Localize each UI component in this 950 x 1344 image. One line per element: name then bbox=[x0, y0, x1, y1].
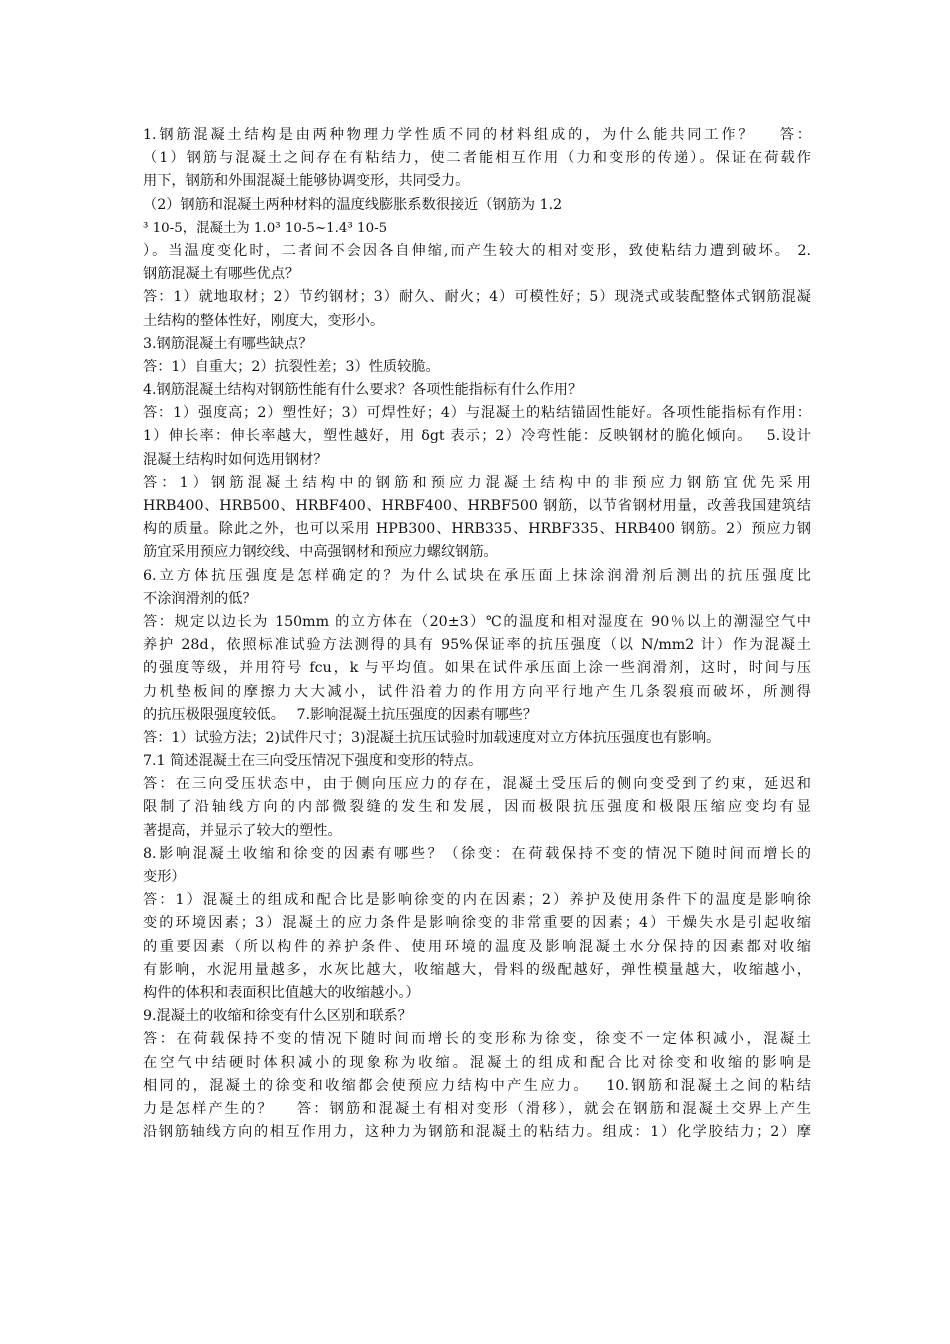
text-line: 土结构的整体性好，刚度大，变形小。 bbox=[143, 312, 385, 329]
text-line: 变形） bbox=[143, 869, 186, 885]
text-line: 相同的，混凝土的徐变和收缩都会使预应力结构中产生应力。 10.钢筋和混凝土之间的粘结 bbox=[143, 1077, 811, 1094]
text-line: 的强度等级，并用符号 fcu，k 与平均值。如果在试件承压面上涂一些润滑剂，这时，时间与压 bbox=[143, 660, 811, 677]
text-line: 用下，钢筋和外围混凝土能够协调变形，共同受力。 bbox=[143, 173, 470, 190]
text-line: 变的环境因素；3）混凝土的应力条件是影响徐变的非常重要的因素；4）干燥失水是引起收缩 bbox=[143, 915, 811, 932]
text-line: 的重要因素（所以构件的养护条件、使用环境的温度及影响混凝土水分保持的因素都对收缩 bbox=[143, 938, 811, 955]
document-body bbox=[143, 124, 811, 1144]
text-line: 著提高，并显示了较大的塑性。 bbox=[143, 822, 342, 839]
text-line: 在空气中结硬时体积减小的现象称为收缩。混凝土的组成和配合比对徐变和收缩的影响是 bbox=[143, 1054, 811, 1071]
text-line: 沿钢筋轴线方向的相互作用力，这种力为钢筋和混凝土的粘结力。组成：1）化学胶结力；2）摩 bbox=[143, 1124, 811, 1141]
text-line: 力机垫板间的摩擦力大大减小，试件沿着力的作用方向平行地产生几条裂痕而破坏，所测得 bbox=[143, 683, 811, 700]
text-line: 答：在三向受压状态中，由于侧向压应力的存在，混凝土受压后的侧向变受到了约束，延迟和 bbox=[143, 776, 811, 793]
text-line: HRB400、HRB500、HRBF400、HRBF400、HRBF500 钢筋，以节省钢材用量，改善我国建筑结 bbox=[143, 498, 811, 514]
text-line: 的抗压极限强度较低。 7.影响混凝土抗压强度的因素有哪些？ bbox=[143, 706, 538, 723]
text-line: 限制了沿轴线方向的内部微裂缝的发生和发展，因而极限抗压强度和极限压缩应变均有显 bbox=[143, 799, 811, 816]
text-line: 答：1）强度高；2）塑性好；3）可焊性好；4）与混凝土的粘结锚固性能好。各项性能指标有作用： bbox=[143, 405, 811, 422]
text-line: ³ 10-5，混凝土为 1.0³ 10-5~1.4³ 10-5 bbox=[143, 220, 388, 236]
text-line: 3.钢筋混凝土有哪些缺点？ bbox=[143, 335, 313, 352]
text-line: 答：在荷载保持不变的情况下随时间而增长的变形称为徐变，徐变不一定体积减小，混凝土 bbox=[143, 1031, 811, 1048]
text-line: 不涂润滑剂的低？ bbox=[143, 590, 257, 607]
text-line: 1.钢筋混凝土结构是由两种物理力学性质不同的材料组成的，为什么能共同工作？ 答： bbox=[143, 127, 811, 143]
text-line: 有影响，水泥用量越多，水灰比越大，收缩越大，骨料的级配越好，弹性模量越大，收缩越小， bbox=[143, 961, 811, 978]
text-line: 混凝土结构时如何选用钢材？ bbox=[143, 451, 328, 468]
text-line: ）。当温度变化时，二者间不会因各自伸缩,而产生较大的相对变形，致使粘结力遭到破坏。 2. bbox=[143, 242, 811, 259]
text-line: 答：1）自重大；2）抗裂性差；3）性质较脆。 bbox=[143, 358, 440, 375]
text-line: 养护 28d，依照标准试验方法测得的具有 95%保证率的抗压强度（以 N/mm2 计）作为混凝土 bbox=[143, 637, 811, 654]
text-line: 钢筋混凝土有哪些优点？ bbox=[143, 266, 300, 283]
text-line: 答：1）钢筋混凝土结构中的钢筋和预应力混凝土结构中的非预应力钢筋宜优先采用 bbox=[143, 474, 811, 491]
text-line: 答：1）混凝土的组成和配合比是影响徐变的内在因素；2）养护及使用条件下的温度是影响徐 bbox=[143, 892, 811, 909]
text-line: （1）钢筋与混凝土之间存在有粘结力，使二者能相互作用（力和变形的传递）。保证在荷载作 bbox=[143, 150, 811, 167]
text-line: 构的质量。除此之外，也可以采用 HPB300、HRB335、HRBF335、HRB400 钢筋。2）预应力钢 bbox=[143, 521, 811, 538]
text-line: 力是怎样产生的？ 答：钢筋和混凝土有相对变形（滑移），就会在钢筋和混凝土交界上产生 bbox=[143, 1100, 811, 1117]
text-line: 筋宜采用预应力钢绞线、中高强钢材和预应力螺纹钢筋。 bbox=[143, 544, 498, 561]
text-line: 1）伸长率：伸长率越大，塑性越好，用 δgt 表示；2）冷弯性能：反映钢材的脆化倾向。 5.设计 bbox=[143, 428, 811, 445]
text-line: 6.立方体抗压强度是怎样确定的？为什么试块在承压面上抹涂润滑剂后测出的抗压强度比 bbox=[143, 567, 811, 584]
text-line: 7.1 简述混凝土在三向受压情况下强度和变形的特点。 bbox=[143, 753, 483, 770]
text-line: 9.混凝土的收缩和徐变有什么区别和联系？ bbox=[143, 1008, 412, 1025]
text-line: 8.影响混凝土收缩和徐变的因素有哪些？（徐变：在荷载保持不变的情况下随时间而增长的 bbox=[143, 845, 811, 862]
text-line: 答：规定以边长为 150mm 的立方体在（20±3）℃的温度和相对湿度在 90％以上的潮湿空气中 bbox=[143, 613, 811, 630]
text-line: 答：1）试验方法；2)试件尺寸；3)混凝土抗压试验时加载速度对立方体抗压强度也有影响。 bbox=[143, 729, 721, 746]
text-line: 构件的体积和表面积比值越大的收缩越小。） bbox=[143, 984, 420, 1001]
text-line: 4.钢筋混凝土结构对钢筋性能有什么要求？各项性能指标有什么作用？ bbox=[143, 382, 583, 399]
text-line: 答：1）就地取材；2）节约钢材；3）耐久、耐火；4）可模性好；5）现浇式或装配整体式钢筋混凝 bbox=[143, 289, 811, 306]
text-line: （2）钢筋和混凝土两种材料的温度线膨胀系数很接近（钢筋为 1.2 bbox=[143, 196, 563, 213]
